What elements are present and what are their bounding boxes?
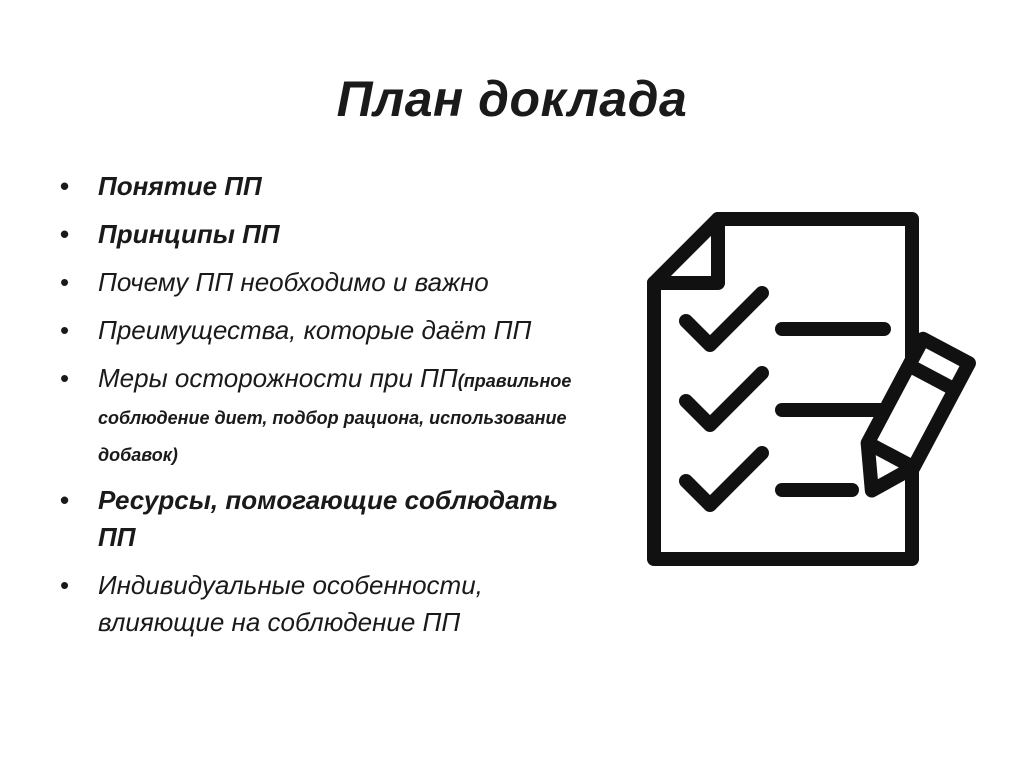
bullet-marker: • <box>60 219 70 249</box>
list-item-text: Индивидуальные особенности, влияющие на соблюдение ПП <box>98 570 483 637</box>
list-item <box>60 567 600 641</box>
list-item <box>60 216 600 253</box>
list-item-text: Понятие ПП <box>98 171 262 201</box>
bullet-marker: • <box>60 485 70 515</box>
list-item-text: Почему ПП необходимо и важно <box>98 267 489 297</box>
list-item-text: Принципы ПП <box>98 219 280 249</box>
bullet-marker: • <box>60 363 70 393</box>
list-item <box>60 168 600 205</box>
list-item-note: (правильное соблюдение диет, подбор рациона, использование добавок) <box>98 371 572 465</box>
list-item-text: Ресурсы, помогающие соблюдать ПП <box>98 485 559 552</box>
list-item <box>60 312 600 349</box>
list-item-text: Меры осторожности при ПП <box>98 363 458 393</box>
bullet-marker: • <box>60 267 70 297</box>
list-item <box>60 264 600 301</box>
list-item <box>60 360 600 471</box>
slide-title: План доклада <box>336 71 688 127</box>
bullet-list <box>60 168 600 652</box>
list-item-text: Преимущества, которые даёт ПП <box>98 315 532 345</box>
bullet-marker: • <box>60 570 70 600</box>
list-item <box>60 482 600 556</box>
checklist-with-pencil-icon <box>640 205 1010 575</box>
bullet-marker: • <box>60 171 70 201</box>
bullet-marker: • <box>60 315 70 345</box>
